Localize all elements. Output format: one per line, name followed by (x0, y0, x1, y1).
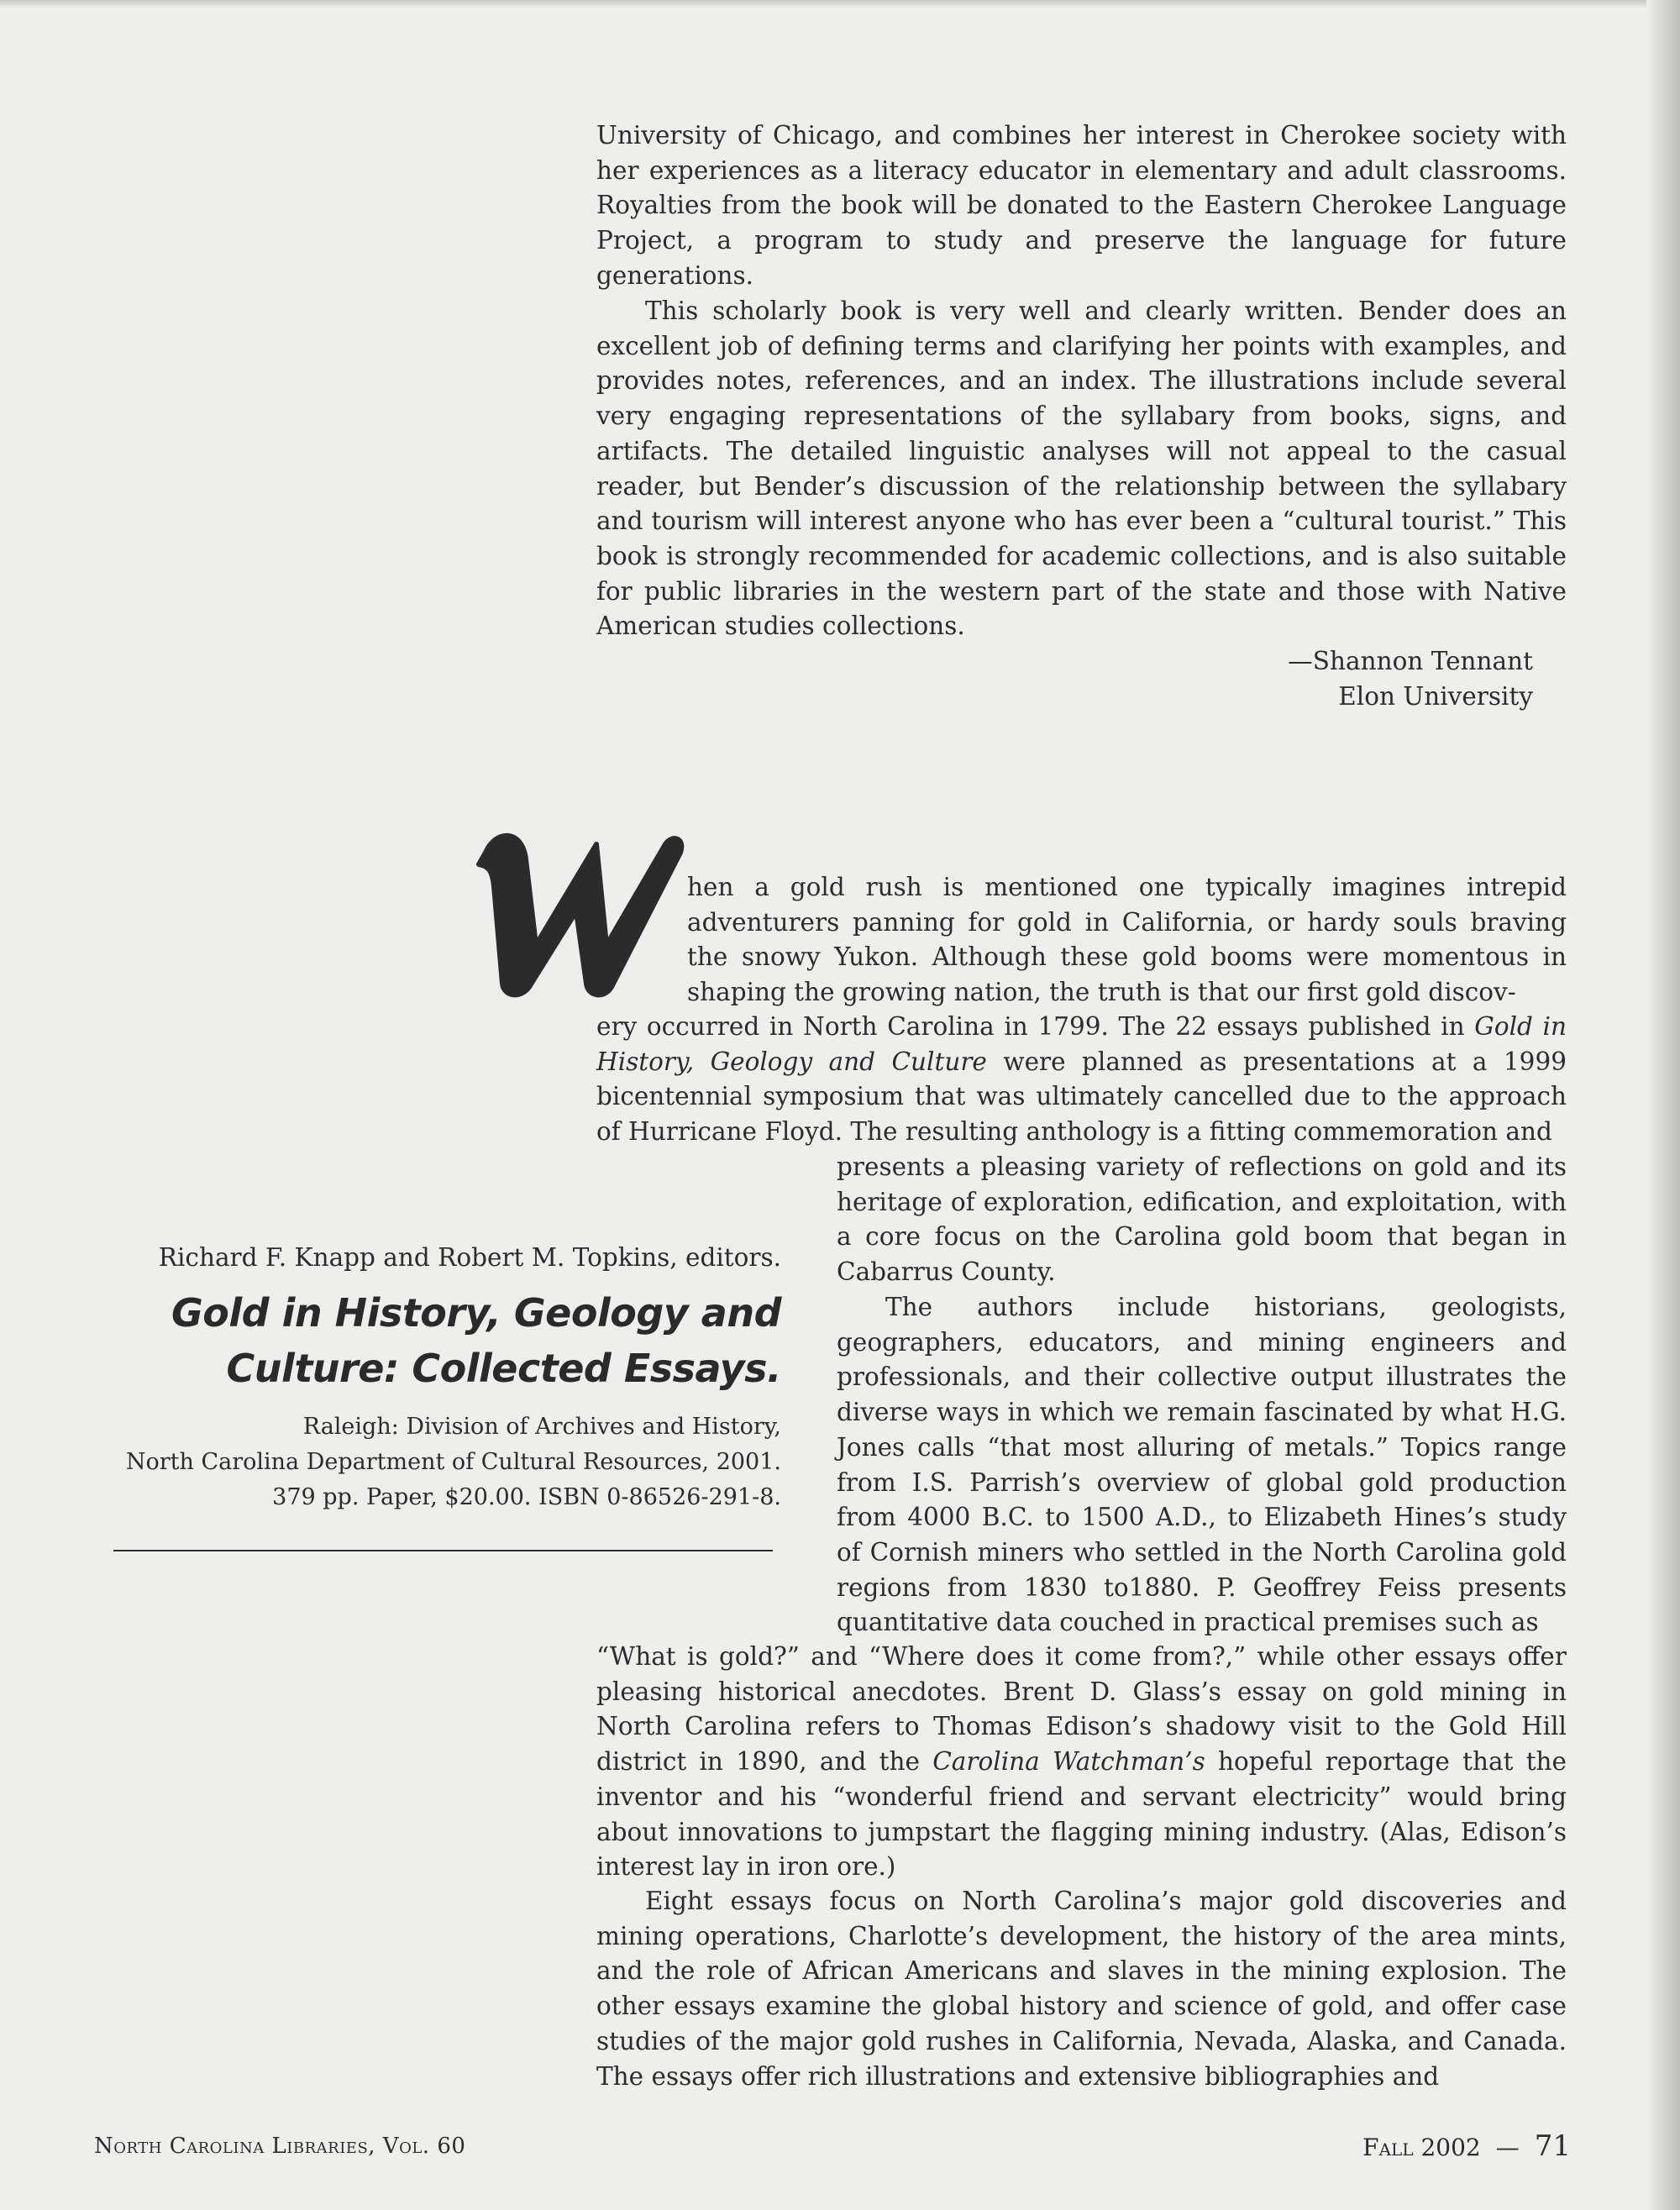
review1-paragraph-1: University of Chicago, and combines her interest in Cherokee society with her experiences as a literacy educator in elementary and adult classrooms. Royalties from the book will be donated to the Eastern Cherokee Language Project, a program to study and preserve the language for future generations. (596, 121, 1567, 290)
citation-publisher-line-2: North Carolina Department of Cultural Resources, 2001. (125, 1449, 781, 1475)
review2-p2-text-a: “What is gold?” and “Where does it come from?,” while other essays offer pleasing historical anecdotes. Brent D. Glass’s essay on gold mining in North Carolina refers to Thomas Edison’s shadowy visit to the Gold Hill district in 1890, and the (596, 1642, 1567, 1777)
page-gutter-shadow (1646, 0, 1680, 2210)
footer-journal: North Carolina Libraries, Vol. 60 (94, 2134, 466, 2159)
dropcap-w (470, 819, 689, 1004)
reviewer-affiliation: Elon University (1338, 682, 1533, 711)
reviewer-name: —Shannon Tennant (1288, 647, 1533, 675)
review2-paragraph-2-continued (596, 1640, 1567, 1885)
review2-paragraph-1-end: presents a pleasing variety of reflections on gold and its heritage of exploration, edification, and exploitation, with a core focus on the Carolina gold boom that began in Cabarrus County. (837, 1152, 1567, 1287)
citation-publication-info (84, 1409, 781, 1515)
citation-title-line-1: Gold in History, Geology and (171, 1290, 781, 1336)
review2-p2-text-b: hopeful reportage that the inventor and his “wonderful friend and servant electricity” would bring about innovations to jumpstart the flagging mining industry. (Alas, Edison’s interest lay in iron ore.) (596, 1747, 1567, 1882)
review2-paragraph-1-continued (596, 1010, 1567, 1150)
review2-p1-text-a: ery occurred in North Carolina in 1799. The 22 essays published in (596, 1012, 1475, 1041)
newspaper-title-inline: Carolina Watchman’s (932, 1747, 1205, 1777)
review2-paragraph-2: The authors include historians, geologists, geographers, educators, and mining engineers and professionals, and their collective output illustrates the diverse ways in which we remain fascinated by what H.G. Jones calls “that most alluring of metals.” Topics range from I.S. Parrish’s overview of global gold production from 4000 B.C. to 1500 A.D., to Elizabeth Hines’s study of Cornish miners who settled in the North Carolina gold regions from 1830 to1880. P. Geoffrey Feiss presents quantitative data couched in practical premises such as (837, 1293, 1567, 1637)
page-top-shadow (0, 0, 1680, 8)
citation-details: 379 pp. Paper, $20.00. ISBN 0-86526-291-8. (272, 1484, 781, 1510)
book-title-inline: Gold in History, Geology and Culture (596, 1012, 1567, 1076)
footer-season: Fall 2002 (1362, 2134, 1481, 2161)
review2-p1-text-b: were planned as presentations at a 1999 bicentennial symposium that was ultimately cancelled due to the approach of Hurricane Floyd. The resulting anthology is a fitting commemoration and (596, 1047, 1567, 1147)
citation-publisher-line-1: Raleigh: Division of Archives and History, (302, 1414, 781, 1440)
citation-divider (113, 1550, 773, 1551)
review2-opening-lines: hen a gold rush is mentioned one typically imagines intrepid adventurers panning for gold in California, or hardy souls braving the snowy Yukon. Although these gold booms were momentous in shaping the growing nation, the truth is that our first gold discov- (687, 873, 1567, 1007)
citation-book-title (84, 1285, 781, 1396)
footer-page-info (1362, 2129, 1571, 2163)
footer-dash: — (1495, 2134, 1520, 2161)
citation-editors: Richard F. Knapp and Robert M. Topkins, editors. (158, 1243, 781, 1272)
citation-title-line-2: Culture: Collected Essays. (226, 1346, 781, 1391)
review2-paragraph-3: Eight essays focus on North Carolina’s major gold discoveries and mining operations, Charlotte’s development, the history of the area mints, and the role of African Americans and slaves in the mining explosion. The other essays examine the global history and science of gold, and offer case studies of the major gold rushes in California, Nevada, Alaska, and Canada. The essays offer rich illustrations and extensive bibliographies and (596, 1887, 1567, 2091)
page-number: 71 (1534, 2129, 1571, 2163)
dropcap-letter: W (470, 819, 472, 820)
review1-paragraph-2: This scholarly book is very well and clearly written. Bender does an excellent job of defining terms and clarifying her points with examples, and provides notes, references, and an index. The illustrations include several very engaging representations of the syllabary from books, signs, and artifacts. The detailed linguistic analyses will not appeal to the casual reader, but Bender’s discussion of the relationship between the syllabary and tourism will interest anyone who has ever been a “cultural tourist.” This book is strongly recommended for academic collections, and is also suitable for public libraries in the western part of the state and those with Native American studies collections. (596, 297, 1567, 641)
